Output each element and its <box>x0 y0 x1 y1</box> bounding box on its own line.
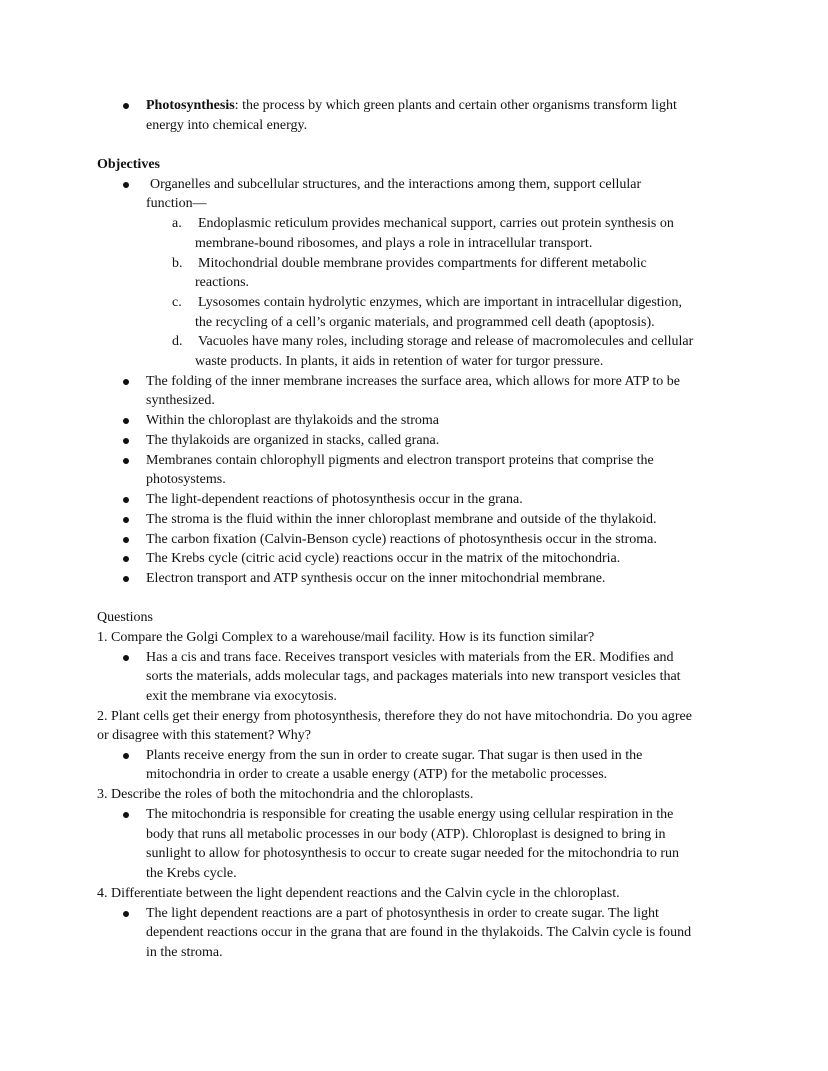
objective-bullet-7: The carbon fixation (Calvin-Benson cycle) reactions of photosynthesis occur in the stroma. <box>146 532 657 547</box>
objective-bullet-5: The light-dependent reactions of photosynthesis occur in the grana. <box>146 492 523 507</box>
bullet-icon <box>123 655 129 661</box>
objective-bullet-4-line-1: Membranes contain chlorophyll pigments and electron transport proteins that comprise the <box>146 453 654 468</box>
bullet-icon <box>123 576 129 582</box>
sub-item-d-line-2: waste products. In plants, it aids in retention of water for turgor pressure. <box>195 354 604 369</box>
bullet-icon <box>123 812 129 818</box>
sub-marker-c: c. <box>172 295 182 310</box>
bullet-icon <box>123 418 129 424</box>
intro-definition: : the process by which green plants and certain other organisms transform light <box>234 98 677 113</box>
bullet-icon <box>123 458 129 464</box>
question-4: 4. Differentiate between the light dependent reactions and the Calvin cycle in the chloroplast. <box>97 886 620 901</box>
answer-4-line-2: dependent reactions occur in the grana that are found in the thylakoids. The Calvin cycle is found <box>146 925 692 940</box>
answer-1-line-2: sorts the materials, adds molecular tags, and packages materials into new transport vesicles that <box>146 669 681 684</box>
intro-line-1 <box>146 96 677 116</box>
sub-item-a-line-1: Endoplasmic reticulum provides mechanical support, carries out protein synthesis on <box>198 216 674 231</box>
objective-bullet-9: Electron transport and ATP synthesis occur on the inner mitochondrial membrane. <box>146 571 606 586</box>
objective-bullet-8: The Krebs cycle (citric acid cycle) reactions occur in the matrix of the mitochondria. <box>146 551 621 566</box>
objective-bullet-4-line-2: photosystems. <box>146 472 226 487</box>
bullet-icon <box>123 517 129 523</box>
answer-2-line-1: Plants receive energy from the sun in order to create sugar. That sugar is then used in the <box>146 748 643 763</box>
bullet-icon <box>123 103 129 109</box>
answer-3-line-3: sunlight to allow for photosynthesis to occur to create sugar needed for the mitochondria to run <box>146 846 680 861</box>
sub-item-a-line-2: membrane-bound ribosomes, and plays a role in intracellular transport. <box>195 236 593 251</box>
answer-2-line-2: mitochondria in order to create a usable energy (ATP) for the metabolic processes. <box>146 767 608 782</box>
objective-bullet-3: The thylakoids are organized in stacks, called grana. <box>146 433 440 448</box>
answer-1-line-3: exit the membrane via exocytosis. <box>146 689 337 704</box>
bullet-icon <box>123 537 129 543</box>
answer-4-line-3: in the stroma. <box>146 945 223 960</box>
question-2-line-2: or disagree with this statement? Why? <box>97 728 311 743</box>
sub-item-d-line-1: Vacuoles have many roles, including storage and release of macromolecules and cellular <box>198 334 694 349</box>
sub-marker-b: b. <box>172 256 183 271</box>
sub-item-b-line-2: reactions. <box>195 275 250 290</box>
bullet-icon <box>123 497 129 503</box>
sub-item-b-line-1: Mitochondrial double membrane provides compartments for different metabolic <box>198 256 647 271</box>
answer-3-line-4: the Krebs cycle. <box>146 866 237 881</box>
objective-bullet-2: Within the chloroplast are thylakoids and the stroma <box>146 413 439 428</box>
objective-bullet-1-line-1: The folding of the inner membrane increases the surface area, which allows for more ATP to be <box>146 374 681 389</box>
bullet-icon <box>123 753 129 759</box>
objective-main-line-2: function— <box>146 196 207 211</box>
bullet-icon <box>123 556 129 562</box>
question-1: 1. Compare the Golgi Complex to a warehouse/mail facility. How is its function similar? <box>97 630 595 645</box>
objective-bullet-1-line-2: synthesized. <box>146 393 215 408</box>
answer-1-line-1: Has a cis and trans face. Receives transport vesicles with materials from the ER. Modifies and <box>146 650 674 665</box>
answer-3-line-1: The mitochondria is responsible for creating the usable energy using cellular respiration in the <box>146 807 674 822</box>
sub-item-c-line-2: the recycling of a cell’s organic materials, and programmed cell death (apoptosis). <box>195 315 655 330</box>
bullet-icon <box>123 911 129 917</box>
answer-4-line-1: The light dependent reactions are a part of photosynthesis in order to create sugar. The light <box>146 906 659 921</box>
objective-bullet-6: The stroma is the fluid within the inner chloroplast membrane and outside of the thylakoid. <box>146 512 657 527</box>
bullet-icon <box>123 182 129 188</box>
sub-item-c-line-1: Lysosomes contain hydrolytic enzymes, which are important in intracellular digestion, <box>198 295 683 310</box>
question-3: 3. Describe the roles of both the mitochondria and the chloroplasts. <box>97 787 474 802</box>
objectives-heading: Objectives <box>97 157 160 172</box>
sub-marker-a: a. <box>172 216 182 231</box>
term-photosynthesis: Photosynthesis <box>146 98 235 113</box>
question-2-line-1: 2. Plant cells get their energy from photosynthesis, therefore they do not have mitochondria. Do you agree <box>97 709 692 724</box>
objective-main-line-1: Organelles and subcellular structures, and the interactions among them, support cellular <box>150 177 642 192</box>
bullet-icon <box>123 438 129 444</box>
bullet-icon <box>123 379 129 385</box>
questions-heading: Questions <box>97 610 153 625</box>
intro-line-2: energy into chemical energy. <box>146 118 308 133</box>
sub-marker-d: d. <box>172 334 183 349</box>
answer-3-line-2: body that runs all metabolic processes in our body (ATP). Chloroplast is designed to bring in <box>146 827 666 842</box>
